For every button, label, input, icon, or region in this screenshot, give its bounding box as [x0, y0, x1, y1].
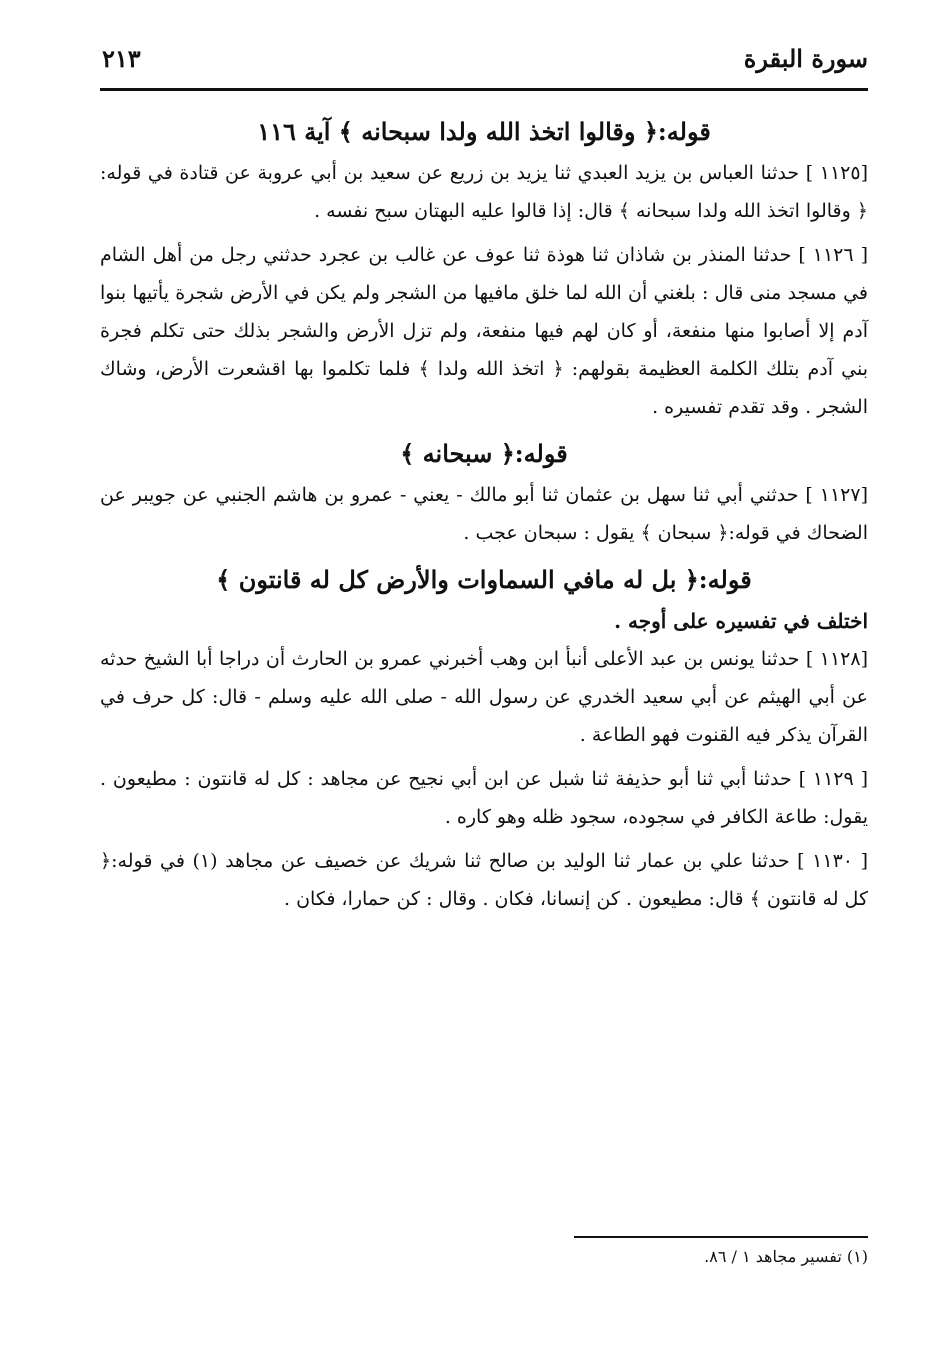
section-subheading: اختلف في تفسيره على أوجه .: [614, 609, 868, 633]
footnote: (١) تفسير مجاهد ١ / ٨٦.: [704, 1247, 868, 1266]
surah-title: سورة البقرة: [743, 44, 868, 73]
hadith-1128: [١١٢٨ ] حدثنا يونس بن عبد الأعلى أنبأ ابن وهب أخبرني عمرو بن الحارث أن دراجا أبا الشيخ حدثه عن أبي الهيثم عن أبي سعيد الخدري عن رسول الله - صلى الله عليه وسلم - قال: كل حرف في القرآن يذكر فيه القنوت فهو الطاعة .: [100, 648, 868, 746]
header-divider: [100, 88, 868, 91]
section-heading-3: قوله:﴿ بل له مافي السماوات والأرض كل له قانتون ﴾: [216, 565, 752, 594]
hadith-1127: [١١٢٧ ] حدثني أبي ثنا سهل بن عثمان ثنا أبو مالك - يعني - عمرو بن هاشم الجنبي عن جويبر عن الضحاك في قوله:﴿ سبحان ﴾ يقول : سبحان عجب .: [100, 484, 868, 544]
main-content: [100, 110, 868, 924]
hadith-1130: [ ١١٣٠ ] حدثنا علي بن عمار ثنا الوليد بن صالح ثنا شريك عن خصيف عن مجاهد (١) في قوله:﴿ كل له قانتون ﴾ قال: مطيعون . كن إنسانا، فكان . وقال : كن حمارا، فكان .: [100, 850, 868, 910]
section-heading-2: قوله:﴿ سبحانه ﴾: [400, 439, 568, 468]
hadith-1125: [١١٢٥ ] حدثنا العباس بن يزيد العبدي ثنا يزيد بن زريع عن سعيد بن أبي عروبة عن قتادة في قوله:﴿ وقالوا اتخذ الله ولدا سبحانه ﴾ قال: إذا قالوا عليه البهتان سبح نفسه .: [100, 162, 868, 222]
section-heading-1: قوله:﴿ وقالوا اتخذ الله ولدا سبحانه ﴾ آية ١١٦: [257, 117, 711, 146]
hadith-1129: [ ١١٢٩ ] حدثنا أبي ثنا أبو حذيفة ثنا شبل عن ابن أبي نجيح عن مجاهد : كل له قانتون : مطيعون . يقول: طاعة الكافر في سجوده، سجود ظله وهو كاره .: [100, 768, 868, 828]
hadith-1126: [ ١١٢٦ ] حدثنا المنذر بن شاذان ثنا هوذة ثنا عوف عن غالب بن عجرد حدثني رجل من أهل الشام في مسجد منى قال : بلغني أن الله لما خلق مافيها من الشجر ولم يكن في الأرض شجرة يأتيها بنوا آدم إلا أصابوا منها منفعة، أو كان لهم فيها منفعة، ولم تزل الأرض والشجر بذلك حتى تكلم فجرة بني آدم بتلك الكلمة العظيمة بقولهم: ﴿ اتخذ الله ولدا ﴾ فلما تكلموا بها اقشعرت الأرض، وشاك الشجر . وقد تقدم تفسيره .: [100, 244, 869, 418]
page-number: ٢١٣: [102, 44, 141, 73]
footnote-divider: [574, 1236, 868, 1238]
